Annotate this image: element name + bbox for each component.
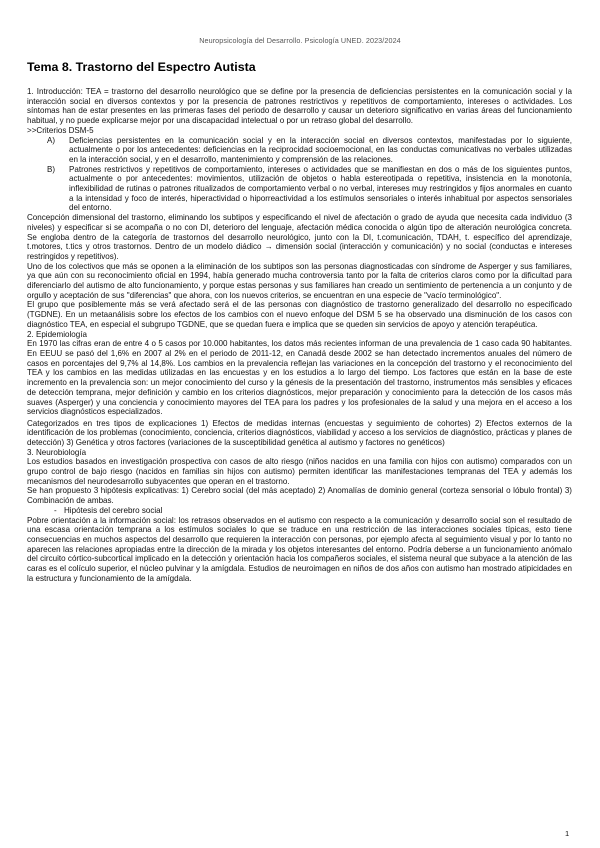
running-header: Neuropsicología del Desarrollo. Psicología UNED. 2023/2024	[199, 36, 401, 45]
criteria-marker: B)	[47, 164, 56, 174]
criteria-list	[27, 136, 572, 214]
page-title: Tema 8. Trastorno del Espectro Autista	[27, 60, 256, 74]
categorizados-paragraph: Categorizados en tres tipos de explicaciones 1) Efectos de medidas internas (encuestas y seguimiento de cohortes) 2) Efectos externos de la identificación de los problemas (conocimiento, conciencia, criterios diagnósticos, viabilidad y acceso a los servicios de diagnóstico, prácticas y planes de detección) 3) Genética y otros factores (variaciones de la susceptibilidad genética al autismo y factores no genéticos)	[27, 418, 572, 447]
criteria-text: Patrones restrictivos y repetitivos de comportamiento, intereses o actividades que se manifiestan en dos o más de los siguientes puntos, actualmente o por antecedentes: movimientos, utilización de objetos o habla estereotipada o repetitiva, insistencia en la monotonía, inflexibilidad de rutinas o patrones ritualizados de comportamiento verbal o no verbal, intereses muy restringidos y fijos anormales en cuanto a la intensidad y foco de interés, hiperactividad o hiporreactividad a los estímulos sensoriales o interés inhabitual por aspectos sensoriales del entorno.	[69, 164, 572, 213]
epidemiologia-paragraph: En 1970 las cifras eran de entre 4 o 5 casos por 10.000 habitantes, los datos más recientes informan de una prevalencia de 1 caso cada 90 habitantes. En EEUU se pasó del 1,6% en 2007 al 2% en el periodo de 2011-12, en Canadá desde 2002 se han detectado incrementos anuales del número de casos en porcentajes del 9,7% al 14,8%. Los cambios en la prevalencia reflejan las variaciones en la concepción del trastorno y el reconocimiento del TEA y los cambios en las medidas utilizadas en las encuestas y en los estudios a lo largo del tiempo. Los factores que están en la base de este incremento en la prevalencia son: un mejor conocimiento del curso y la génesis de la presentación del trastorno, instrumentos más sensibles y eficaces de detección temprana, mejor definición y cambio en los criterios diagnósticos, mejor preparación y conocimiento para la detección de los casos más suaves (Asperger) y una conciencia y conocimiento mayores del TEA para los padres y los profesionales de la salud y una mejora en el acceso a los servicios diagnósticos especializados.	[27, 339, 572, 417]
dimensional-paragraph: Concepción dimensional del trastorno, eliminando los subtipos y especificando el nivel de afectación o grado de ayuda que necesita cada individuo (3 niveles) y especificar si se acompaña o no con DI, deterioro del lenguaje, afectación médica conocida o algún tipo de alteración neurológica concreta. Se engloba dentro de la categoría de trastornos del desarrollo neurológico, junto con la DI, t.comunicación, TDAH, t. específico del aprendizaje, t.motores, t.tics y otros trastornos. Dentro de un modelo diádico → dimensión social (interacción y comunicación) y no social (conductas e intereses restringidos y repetitivos).	[27, 213, 572, 261]
criteria-item-a	[27, 136, 572, 165]
document-body	[27, 87, 572, 583]
orientacion-paragraph: Pobre orientación a la información social: los retrasos observados en el autismo con respecto a la comunicación y desarrollo social son el resultado de una escasa orientación temprana a los estímulos sociales lo que se traduce en una restricción de las interacciones sociales típicas, esto tiene consecuencias en muchos aspectos del desarrollo que requieren la interacción con personas, por ejemplo afecta al seguimiento visual y por lo tanto no aparecen las relaciones apropiadas entre la dirección de la mirada y los objetos interesantes del entorno. Podría deberse a un funcionamiento anómalo del circuito córtico-subcortical implicado en la detección y orientación hacia los compañeros sociales, el sistema neural que subyace a la atención de las caras es el colículo superior, el núcleo pulvinar y la amígdala. Estudios de neuroimagen en niños de dos años con autismo han mostrado atipicidades en la estructura y funcionamiento de la amígdala.	[27, 515, 572, 583]
tgdne-paragraph: El grupo que posiblemente más se verá afectado será el de las personas con diagnóstico de trastorno generalizado del desarrollo no especificado (TGDNE). En un metaanálisis sobre los efectos de los cambios con el nuevo enfoque del DSM 5 se ha observado una disminución de los casos con diagnóstico TEA, en especial el subgrupo TGDNE, que se quedan fuera e implica que se queden sin servicios de apoyo y atención terapéutica.	[27, 300, 572, 329]
colectivos-paragraph: Uno de los colectivos que más se oponen a la eliminación de los subtipos son las personas diagnosticadas con síndrome de Asperger y sus familiares, ya que aún con su reconocimiento oficial en 1994, había generado mucha controversia tanto por la falta de criterios claros como por la dificultad para diferenciarlo del autismo de alto funcionamiento, y porque estas personas y sus familiares han creado un sentimiento de pertenencia a un conjunto y de orgullo y aceptación de sus "diferencias" que ahora, con los nuevos criterios, se encuentran en una especie de "vacío terminológico".	[27, 261, 572, 300]
sub-item	[27, 506, 572, 516]
neurobiologia-paragraph: Los estudios basados en investigación prospectiva con casos de alto riesgo (niños nacidos en una familia con hijos con autismo) comparados con un grupo control de bajo riesgo (nacidos en familias sin hijos con autismo) permiten identificar las manifestaciones tempranas del TEA y además los mecanismos del neurodesarrollo subyacentes que operan en el trastorno.	[27, 457, 572, 486]
page-number: 1	[565, 829, 570, 838]
sub-item-label: Hipótesis del cerebro social	[64, 505, 163, 515]
criteria-item-b	[27, 165, 572, 214]
hipotesis-paragraph: Se han propuesto 3 hipótesis explicativas: 1) Cerebro social (del más aceptado) 2) Anomalías de dominio general (corteza sensorial o lóbulo frontal) 3) Combinación de ambas.	[27, 486, 572, 506]
section-heading-epidemiologia: 2. Epidemiología	[27, 329, 87, 339]
criteria-text: Deficiencias persistentes en la comunicación social y en la interacción social en diversos contextos, manifestadas por lo siguiente, actualmente o por los antecedentes: deficiencias en la reciprocidad socioemocional, en las conductas comunicativas no verbales utilizadas en la interacción social, y en el desarrollo, mantenimiento y comprensión de las relaciones.	[69, 135, 572, 164]
intro-paragraph: 1. Introducción: TEA = trastorno del desarrollo neurológico que se define por la presencia de deficiencias persistentes en la comunicación social y la interacción social en diversos contextos y por la presencia de patrones restrictivos y repetitivos de comportamiento, intereses o actividades. Los síntomas han de estar presentes en las primeras fases del periodo de desarrollo y causar un deterioro significativo en varias áreas del funcionamiento habitual, y no puede explicarse mejor por una discapacidad intelectual o por un retraso global del desarrollo.	[27, 87, 572, 126]
criteria-marker: A)	[47, 135, 56, 145]
section-heading-neurobiologia: 3. Neurobiología	[27, 447, 87, 457]
sub-item-marker: -	[54, 505, 57, 515]
criteria-heading: >>Criterios DSM-5	[27, 125, 94, 135]
